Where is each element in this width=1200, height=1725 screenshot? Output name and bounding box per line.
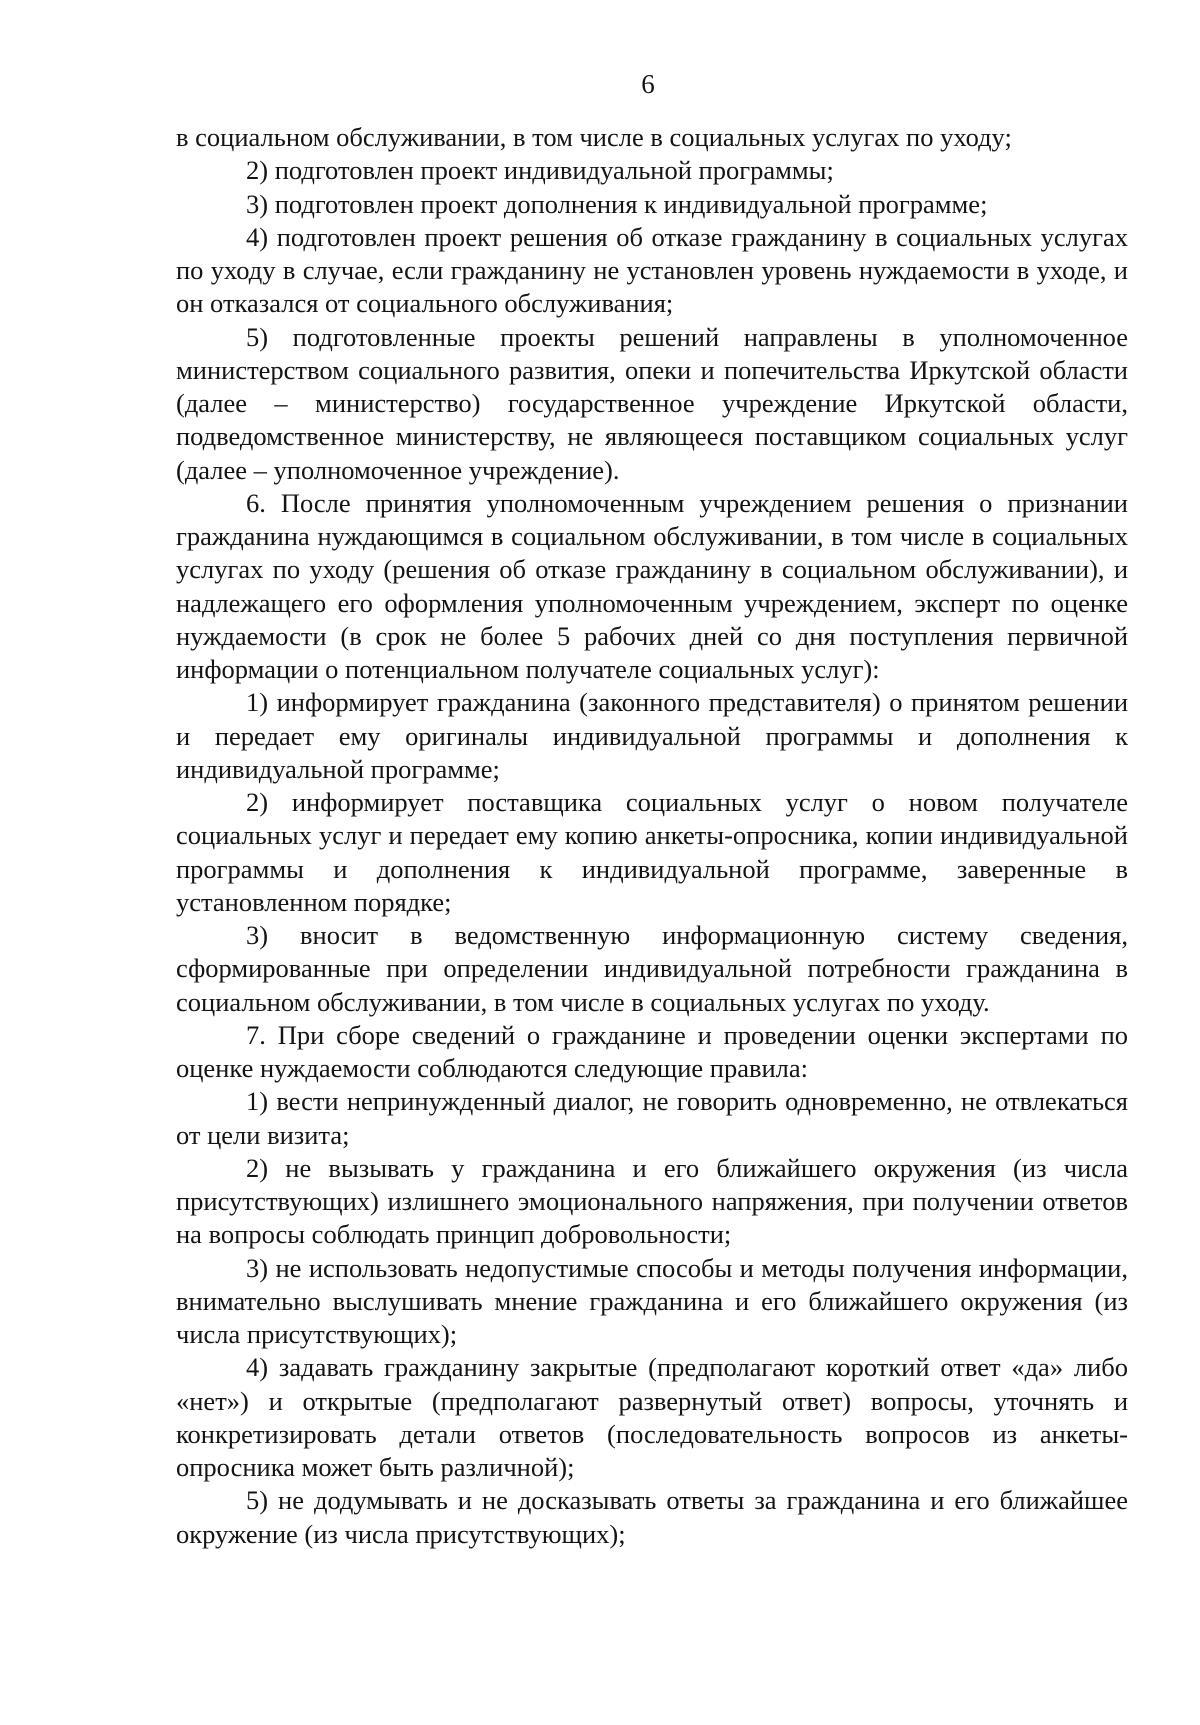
- paragraph-item: 2) подготовлен проект индивидуальной программы;: [246, 155, 834, 186]
- paragraph-continuation: в социальном обслуживании, в том числе в социальных услугах по уходу;: [176, 122, 1012, 152]
- page-number: 6: [641, 69, 655, 99]
- paragraph-clause: 6. После принятия уполномоченным учреждением решения о признании гражданина нуждающимся в социальном обслуживании, в том числе в социальных услугах по уходу (решения об отказе гражданину в социальном обслуживании), и надлежащего его оформления уполномоченным учреждением, эксперт по оценке нуждаемости (в срок не более 5 рабочих дней со дня поступления первичной информации о потенциальном получателе социальных услуг):: [176, 487, 1128, 684]
- paragraph-item: 3) не использовать недопустимые способы и методы получения информации, внимательно выслушивать мнение гражданина и его ближайшего окружения (из числа присутствующих);: [176, 1252, 1128, 1349]
- paragraph-item: 1) вести непринужденный диалог, не говорить одновременно, не отвлекаться от цели визита;: [176, 1086, 1128, 1150]
- paragraph-item: 5) не додумывать и не досказывать ответы за гражданина и его ближайшее окружение (из числа присутствующих);: [176, 1485, 1128, 1549]
- paragraph-item: 3) вносит в ведомственную информационную систему сведения, сформированные при определении индивидуальной потребности гражданина в социальном обслуживании, в том числе в социальных услугах по уходу.: [176, 920, 1128, 1017]
- paragraph-item: 2) не вызывать у гражданина и его ближайшего окружения (из числа присутствующих) излишнего эмоционального напряжения, при получении ответов на вопросы соблюдать принцип добровольности;: [176, 1152, 1128, 1250]
- paragraph-item: 4) задавать гражданину закрытые (предполагают короткий ответ «да» либо «нет») и открытые (предполагают развернутый ответ) вопросы, уточнять и конкретизировать детали ответов (последовательность вопросов из анкеты-опросника может быть различной);: [176, 1352, 1128, 1482]
- paragraph-item: 2) информирует поставщика социальных услуг о новом получателе социальных услуг и передает ему копию анкеты-опросника, копии индивидуальной программы и дополнения к индивидуальной программе, заверенные в установленном порядке;: [176, 787, 1128, 917]
- paragraph-item: 5) подготовленные проекты решений направлены в уполномоченное министерством социального развития, опеки и попечительства Иркутской области (далее – министерство) государственное учреждение Иркутской области, подведомственное министерству, не являющееся поставщиком социальных услуг (далее – уполномоченное учреждение).: [176, 321, 1128, 485]
- paragraph-item: 4) подготовлен проект решения об отказе гражданину в социальных услугах по уходу в случае, если гражданину не установлен уровень нуждаемости в уходе, и он отказался от социального обслуживания;: [176, 221, 1128, 319]
- document-body: [176, 121, 1128, 1551]
- paragraph-item: 1) информирует гражданина (законного представителя) о принятом решении и передает ему оригиналы индивидуальной программы и дополнения к индивидуальной программе;: [176, 687, 1128, 784]
- paragraph-clause: 7. При сборе сведений о гражданине и проведении оценки экспертами по оценке нуждаемости соблюдаются следующие правила:: [176, 1019, 1128, 1083]
- paragraph-item: 3) подготовлен проект дополнения к индивидуальной программе;: [246, 188, 988, 219]
